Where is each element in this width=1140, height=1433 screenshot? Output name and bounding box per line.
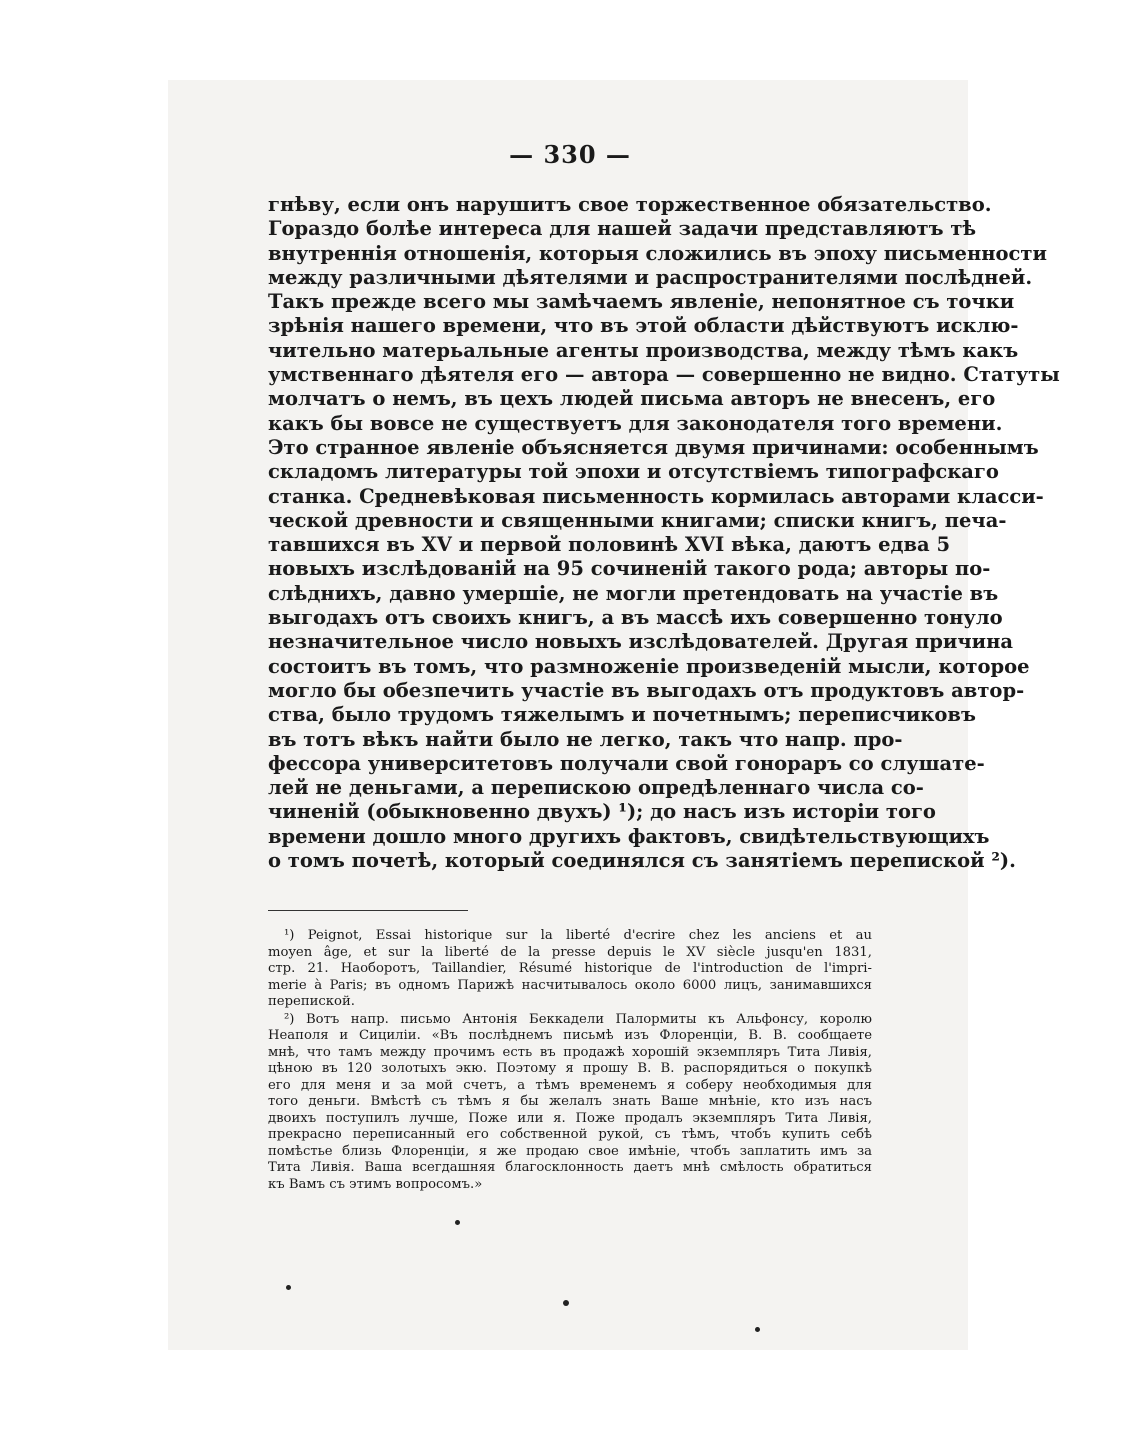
body-line: ства, было трудомъ тяжелымъ и почетнымъ; переписчиковъ <box>268 703 976 727</box>
body-line: ческой древности и священными книгами; списки книгъ, печа- <box>268 508 1007 532</box>
body-line: выгодахъ отъ своихъ книгъ, а въ массѣ ихъ совершенно тонуло <box>268 606 1003 630</box>
body-line: какъ бы вовсе не существуетъ для законодателя того времени. <box>268 411 1003 435</box>
footnote-line: того деньги. Вмѣстѣ съ тѣмъ я бы желалъ знать Ваше мнѣніе, кто изъ насъ <box>268 1094 872 1109</box>
footnote-line: moyen âge, et sur la liberté de la presse depuis le XV siècle jusqu'en 1831, <box>268 944 872 960</box>
print-speck <box>286 1285 291 1290</box>
footnote-line: мнѣ, что тамъ между прочимъ есть въ продажѣ хорошій экземпляръ Тита Ливія, <box>268 1044 872 1060</box>
footnote-line: прекрасно переписанный его собственной рукой, съ тѣмъ, чтобъ купить себѣ <box>268 1127 872 1142</box>
body-line: Это странное явленіе объясняется двумя причинами: особеннымъ <box>268 435 1039 459</box>
body-line: умственнаго дѣятеля его — автора — совершенно не видно. Статуты <box>268 363 1060 387</box>
body-line: между различными дѣятелями и распространителями послѣдней. <box>268 265 1033 289</box>
footnote-line: merie à Paris; въ одномъ Парижѣ насчитывалось около 6000 лицъ, занимавшихся <box>268 977 872 993</box>
body-line: станка. Средневѣковая письменность кормилась авторами класси- <box>268 484 1044 508</box>
footnote-rule <box>268 910 468 911</box>
body-line: въ тотъ вѣкъ найти было не легко, такъ что напр. про- <box>268 727 903 751</box>
footnote-line: Тита Ливія. Ваша всегдашняя благосклонность даетъ мнѣ смѣлость обратиться <box>268 1160 872 1175</box>
footnote-line: ¹) Peignot, Essai historique sur la liberté d'ecrire chez les anciens et au <box>284 928 872 943</box>
body-line: времени дошло много другихъ фактовъ, свидѣтельствующихъ <box>268 824 990 848</box>
body-line: тавшихся въ XV и первой половинѣ XVI вѣка, даютъ едва 5 <box>268 533 951 557</box>
body-line: чиненій (обыкновенно двухъ) ¹); до насъ изъ исторіи того <box>268 800 936 824</box>
footnote-line: двоихъ поступилъ лучше, Поже или я. Поже продалъ экземпляръ Тита Ливія, <box>268 1110 872 1126</box>
body-line: гнѣву, если онъ нарушитъ свое торжественное обязательство. <box>268 193 992 216</box>
body-line: лей не деньгами, а перепискою опредѣленнаго числа со- <box>268 776 924 800</box>
body-line: чительно матерьальные агенты производства, между тѣмъ какъ <box>268 338 1019 362</box>
footnote-line: ²) Вотъ напр. письмо Антонія Беккадели Палормиты къ Альфонсу, королю <box>284 1011 872 1027</box>
body-line: состоитъ въ томъ, что размноженіе произведеній мысли, которое <box>268 654 1030 678</box>
body-line: Гораздо болѣе интереса для нашей задачи представляютъ тѣ <box>268 217 977 241</box>
body-line: зрѣнія нашего времени, что въ этой области дѣйствуютъ исклю- <box>268 314 1019 338</box>
footnote-line: помѣстье близь Флоренціи, я же продаю свое имѣніе, чтобъ заплатить имъ за <box>268 1143 872 1159</box>
footnote <box>268 1012 872 1194</box>
print-speck <box>563 1300 569 1306</box>
footnote-line: къ Вамъ съ этимъ вопросомъ.» <box>268 1176 483 1192</box>
body-line: слѣднихъ, давно умершіе, не могли претендовать на участіе въ <box>268 581 999 605</box>
footnote-line: стр. 21. Наоборотъ, Taillandier, Résumé historique de l'introduction de l'impri- <box>268 961 872 976</box>
body-line: могло бы обезпечить участіе въ выгодахъ отъ продуктовъ автор- <box>268 678 1025 702</box>
body-line: Такъ прежде всего мы замѣчаемъ явленіе, непонятное съ точки <box>268 290 1015 314</box>
body-line: складомъ литературы той эпохи и отсутствіемъ типографскаго <box>268 460 999 484</box>
body-text <box>268 193 1060 873</box>
footnote-line: Неаполя и Сициліи. «Въ послѣднемъ письмѣ изъ Флоренціи, В. В. сообщаете <box>268 1028 872 1043</box>
footnote <box>268 928 872 1011</box>
body-line: внутреннія отношенія, которыя сложились въ эпоху письменности <box>268 241 1047 265</box>
body-line: новыхъ изслѣдованій на 95 сочиненій такого рода; авторы по- <box>268 557 991 581</box>
body-line: незначительное число новыхъ изслѣдователей. Другая причина <box>268 630 1013 654</box>
footnote-line: его для меня и за мой счетъ, а тѣмъ временемъ я соберу необходимыя для <box>268 1077 872 1093</box>
page-number: — 330 — <box>509 140 631 169</box>
footnotes <box>268 928 872 1193</box>
body-line: о томъ почетѣ, который соединялся съ занятіемъ перепиской ²). <box>268 849 1016 873</box>
print-speck <box>755 1327 760 1332</box>
body-line: фессора университетовъ получали свой гонораръ со слушате- <box>268 751 985 775</box>
footnote-line: цѣною въ 120 золотыхъ экю. Поэтому я прошу В. В. распорядиться о покупкѣ <box>268 1061 872 1076</box>
footnote-line: перепиской. <box>268 994 355 1009</box>
body-line: молчатъ о немъ, въ цехъ людей письма авторъ не внесенъ, его <box>268 387 996 411</box>
print-speck <box>455 1220 460 1225</box>
